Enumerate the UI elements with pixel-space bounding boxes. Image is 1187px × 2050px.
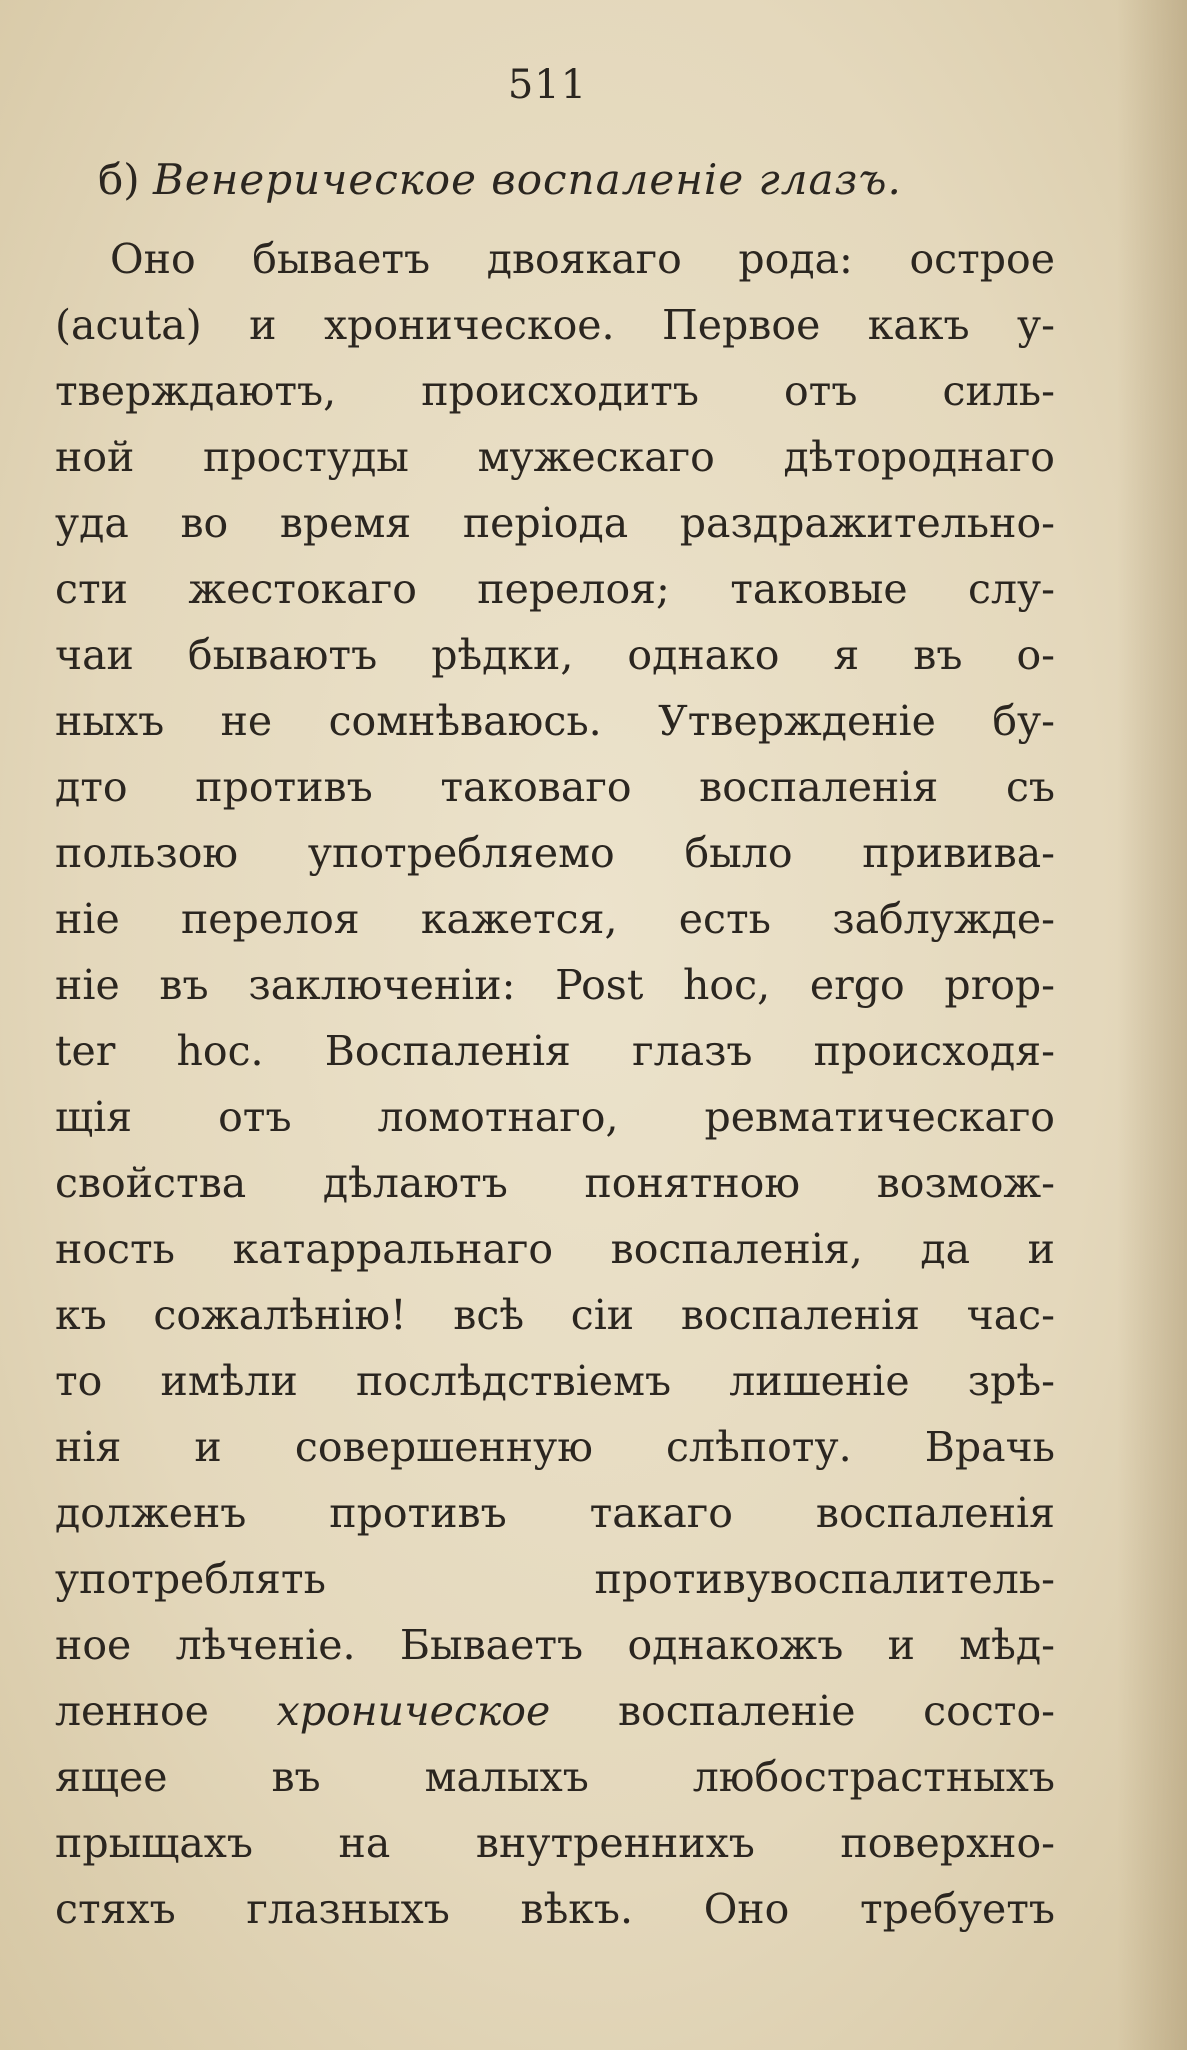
text-line: щія отъ ломотнаго, ревматическаго [55, 1093, 1055, 1141]
text-line: стяхъ глазныхъ вѣкъ. Оно требуетъ [55, 1885, 1055, 1933]
text-line: сти жестокаго перелоя; таковые слу- [55, 565, 1055, 613]
text-line: чаи бываютъ рѣдки, однако я въ о- [55, 631, 1055, 679]
section-heading-number: б) [98, 155, 140, 204]
text-span: воспаленіе состо- [550, 1687, 1056, 1735]
text-line: ніе перелоя кажется, есть заблужде- [55, 895, 1055, 943]
text-line: ное лѣченіе. Бываетъ однакожъ и мѣд- [55, 1621, 1055, 1669]
text-line: свойства дѣлаютъ понятною возмож- [55, 1159, 1055, 1207]
text-line: прыщахъ на внутреннихъ поверхно- [55, 1819, 1055, 1867]
text-line: долженъ противъ такаго воспаленія [55, 1489, 1055, 1537]
text-line: тверждаютъ, происходитъ отъ силь- [55, 367, 1055, 415]
page-number: 511 [507, 62, 588, 108]
text-line: къ сожалѣнію! всѣ сіи воспаленія час- [55, 1291, 1055, 1339]
text-line: уда во время періода раздражительно- [55, 499, 1055, 547]
text-line: ніе въ заключеніи: Post hoc, ergo prop- [55, 961, 1055, 1009]
text-line: ter hoc. Воспаленія глазъ происходя- [55, 1027, 1055, 1075]
text-line-with-italic [55, 1678, 1055, 1744]
text-line: то имѣли послѣдствіемъ лишеніе зрѣ- [55, 1357, 1055, 1405]
text-line: употреблять противувоспалитель- [55, 1555, 1055, 1603]
text-line: ность катарральнаго воспаленія, да и [55, 1225, 1055, 1273]
text-line: нія и совершенную слѣпоту. Врачь [55, 1423, 1055, 1471]
text-line: (acuta) и хроническое. Первое какъ у- [55, 301, 1055, 349]
page-spine-shadow [1117, 0, 1187, 2050]
text-span: ленное [55, 1687, 277, 1735]
text-line: ящее въ малыхъ любострастныхъ [55, 1753, 1055, 1801]
section-heading-title: Венерическое воспаленіе глазъ. [153, 155, 902, 204]
italic-term: хроническое [276, 1687, 551, 1735]
text-line: дто противъ таковаго воспаленія съ [55, 763, 1055, 811]
section-heading [98, 155, 1078, 204]
text-line: Оно бываетъ двоякаго рода: острое [110, 235, 1055, 283]
text-line: пользою употребляемо было привива- [55, 829, 1055, 877]
text-line: ной простуды мужескаго дѣтороднаго [55, 433, 1055, 481]
text-line: ныхъ не сомнѣваюсь. Утвержденіе бу- [55, 697, 1055, 745]
